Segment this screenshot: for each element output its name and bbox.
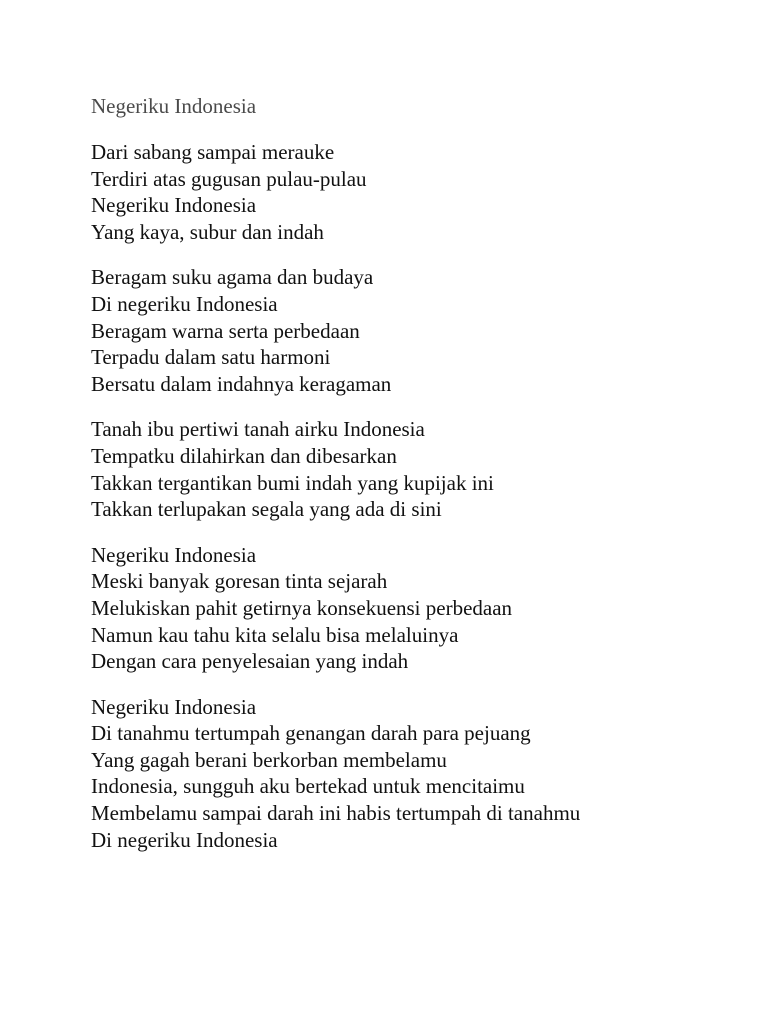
poem-line: Membelamu sampai darah ini habis tertumpah di tanahmu — [91, 801, 581, 826]
poem-body — [91, 139, 751, 872]
poem-line: Di negeriku Indonesia — [91, 291, 278, 316]
poem-line: Terpadu dalam satu harmoni — [91, 345, 331, 370]
poem-line: Di tanahmu tertumpah genangan darah para pejuang — [91, 721, 531, 746]
poem-line: Beragam warna serta perbedaan — [91, 318, 360, 343]
poem-line: Takkan terlupakan segala yang ada di sini — [91, 497, 442, 522]
poem-line: Melukiskan pahit getirnya konsekuensi perbedaan — [91, 595, 513, 620]
poem-line: Namun kau tahu kita selalu bisa melaluinya — [91, 622, 459, 647]
stanza-5 — [91, 694, 751, 854]
poem-title: Negeriku Indonesia — [91, 94, 257, 118]
poem-line: Dengan cara penyelesaian yang indah — [91, 649, 409, 674]
poem-line: Di negeriku Indonesia — [91, 827, 278, 852]
poem-line: Negeriku Indonesia — [91, 542, 257, 567]
poem-line: Tempatku dilahirkan dan dibesarkan — [91, 443, 397, 468]
poem-line: Negeriku Indonesia — [91, 694, 257, 719]
poem-line: Meski banyak goresan tinta sejarah — [91, 569, 388, 594]
poem-line: Dari sabang sampai merauke — [91, 140, 335, 164]
stanza-4 — [91, 542, 751, 675]
poem-line: Takkan tergantikan bumi indah yang kupijak ini — [91, 470, 494, 495]
stanza-2 — [91, 264, 751, 397]
stanza-3 — [91, 416, 751, 522]
poem-line: Indonesia, sungguh aku bertekad untuk mencitaimu — [91, 774, 525, 799]
poem-line: Negeriku Indonesia — [91, 193, 257, 218]
poem-line: Bersatu dalam indahnya keragaman — [91, 371, 392, 396]
poem-line: Yang kaya, subur dan indah — [91, 219, 324, 244]
stanza-1 — [91, 139, 751, 245]
poem-line: Tanah ibu pertiwi tanah airku Indonesia — [91, 417, 425, 442]
poem-line: Yang gagah berani berkorban membelamu — [91, 747, 447, 772]
poem-line: Terdiri atas gugusan pulau-pulau — [91, 166, 367, 191]
poem-line: Beragam suku agama dan budaya — [91, 265, 374, 290]
